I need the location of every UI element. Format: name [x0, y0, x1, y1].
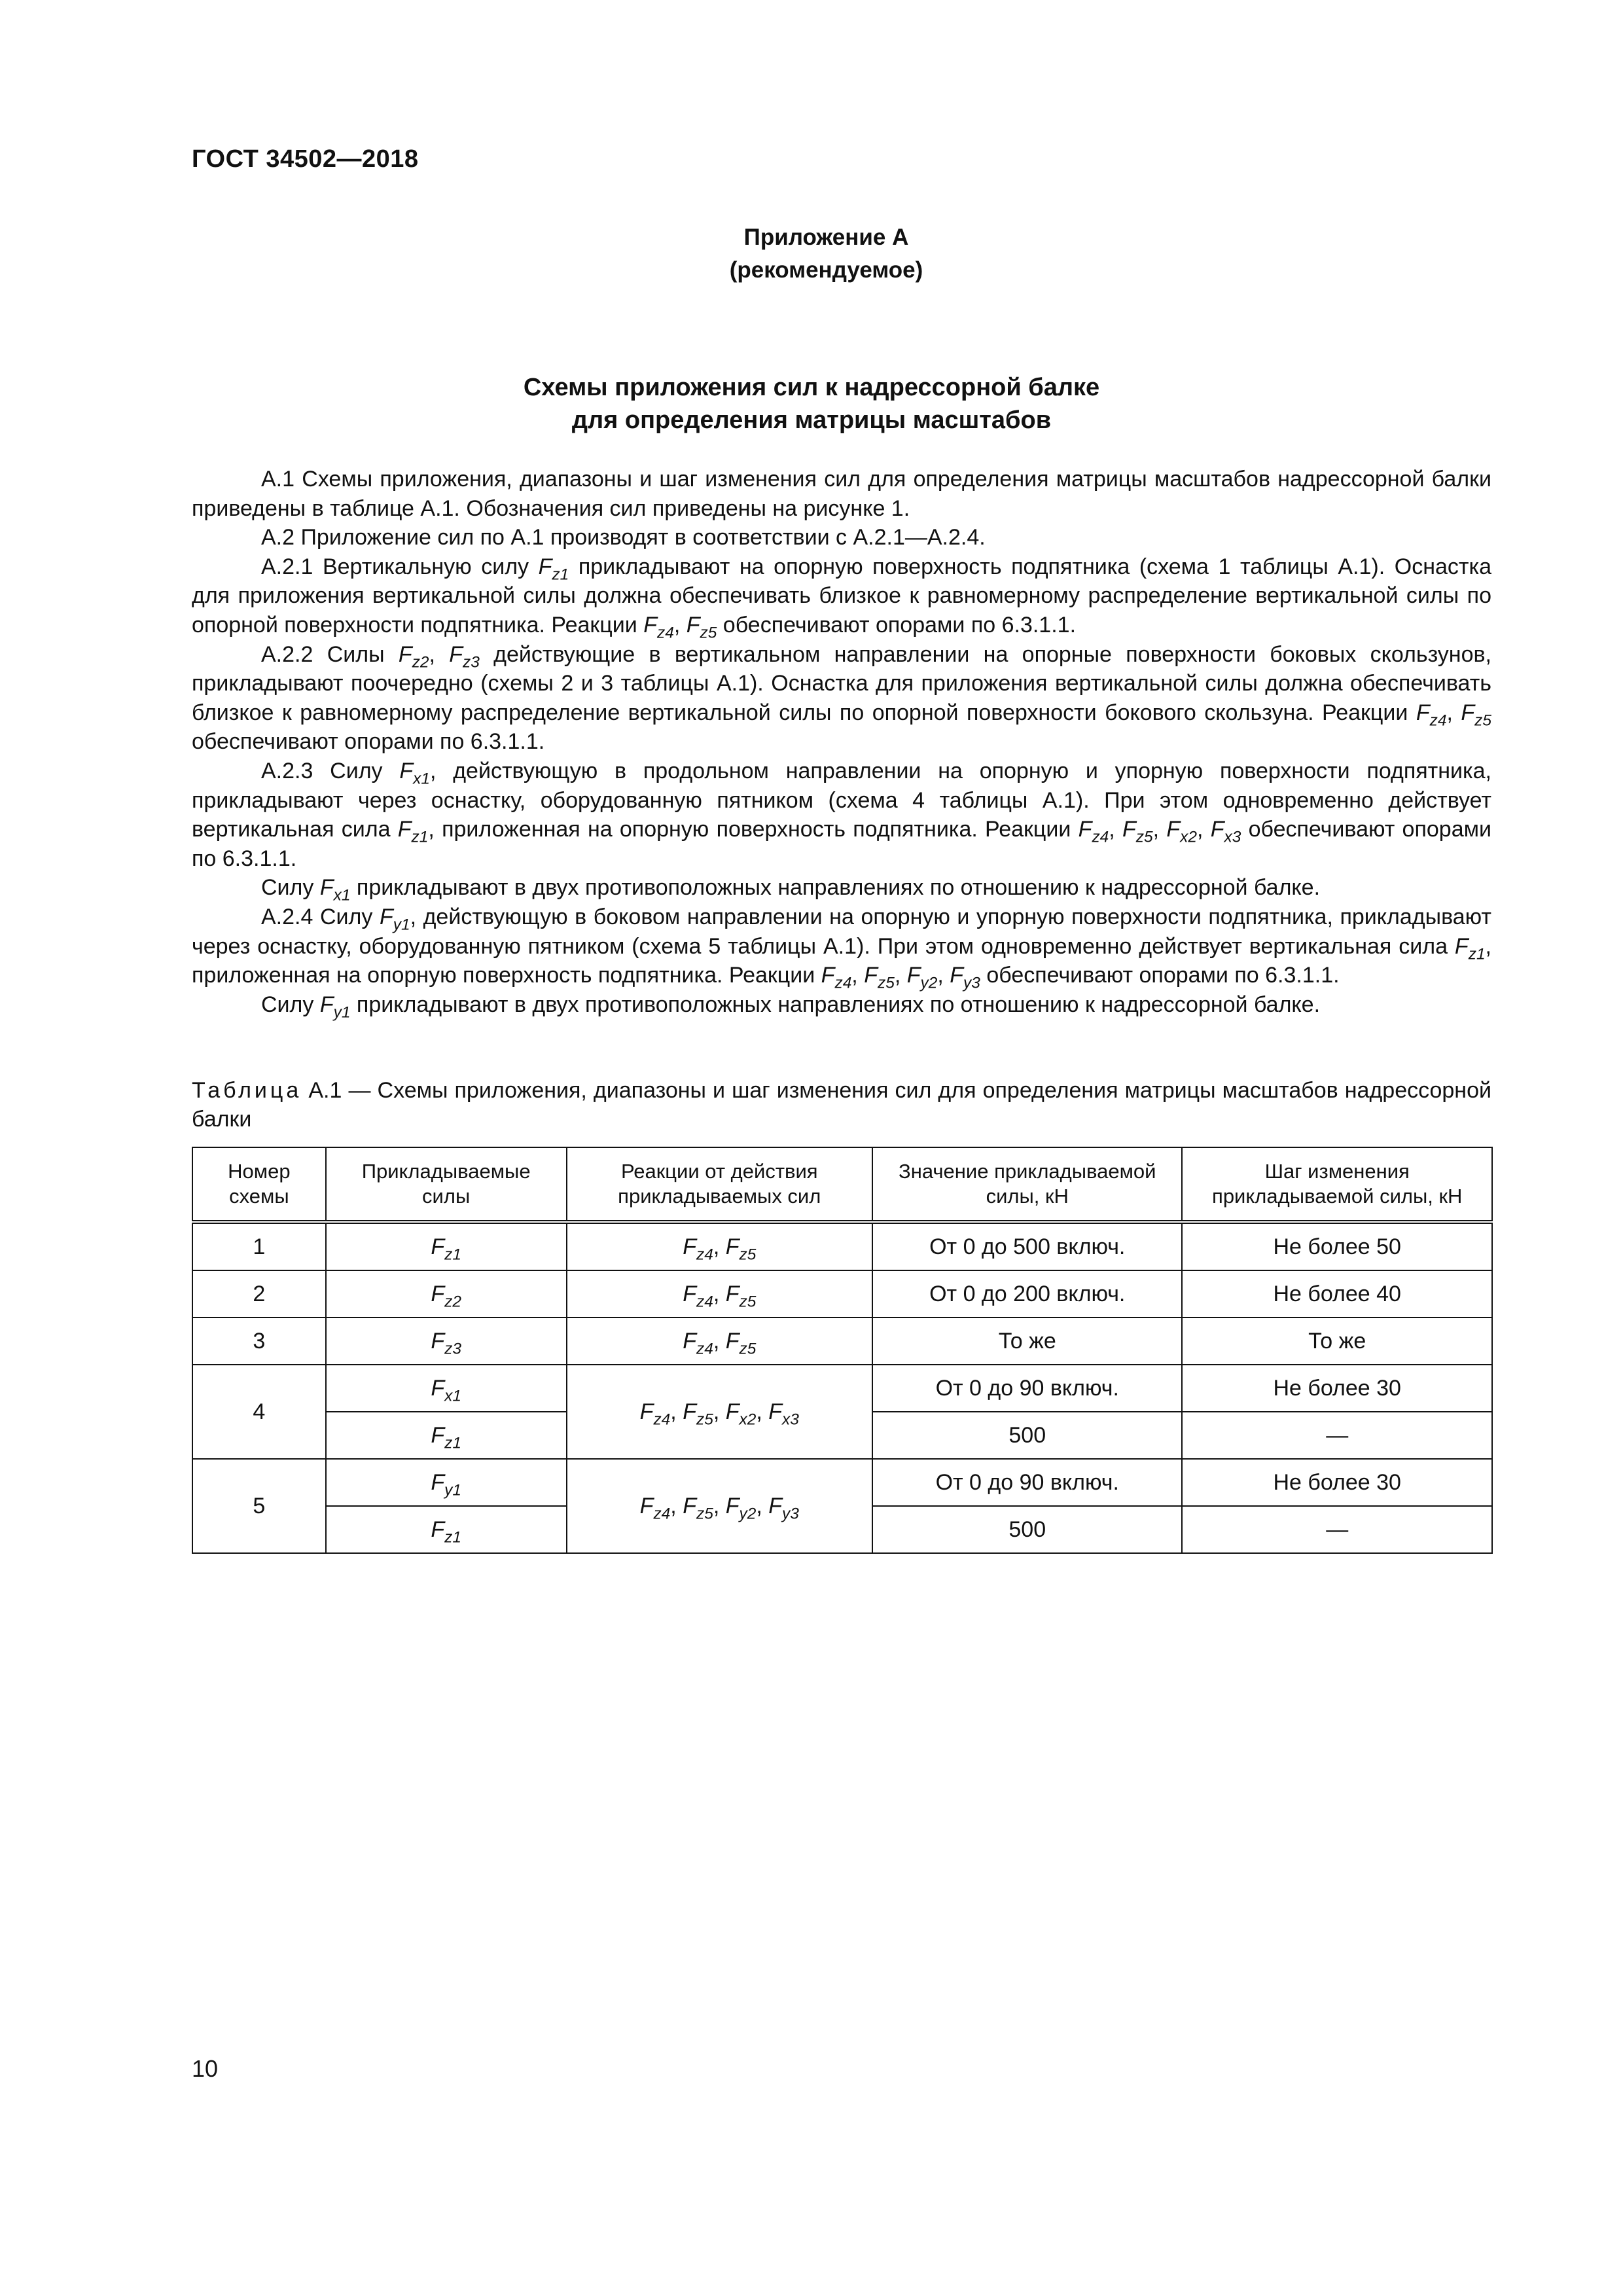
annex-status: (рекомендуемое)	[729, 257, 923, 283]
cell-forces: $F_{z3}$	[326, 1318, 567, 1365]
cell-value: От 0 до 90 включ.	[872, 1365, 1182, 1412]
paragraph-a22: А.2.2 Силы $F_{z2}$, $F_{z3}$ действующие в вертикальном направлении на опорные поверхности боковых скользунов, прикладывают поочередно (схемы 2 и 3 таблицы А.1). Оснастка для приложения вертикальной силы должна обеспечивать близкое к равномерному распределение вертикальной силы по опорной поверхности бокового скользуна. Реакции $F_{z4}$, $F_{z5}$ обеспечивают опорами по 6.3.1.1.	[192, 641, 1491, 755]
cell-reactions: $F_{z4}$, $F_{z5}$, $F_{x2}$, $F_{x3}$	[567, 1365, 873, 1459]
cell-step: Не более 40	[1182, 1270, 1492, 1318]
section-title	[0, 371, 1623, 437]
cell-step: Не более 30	[1182, 1459, 1492, 1506]
cell-step: То же	[1182, 1318, 1492, 1365]
cell-reactions: $F_{z4}$, $F_{z5}$, $F_{y2}$, $F_{y3}$	[567, 1459, 873, 1553]
cell-value: 500	[872, 1506, 1182, 1553]
schemes-table	[192, 1147, 1493, 1554]
cell-step: —	[1182, 1506, 1492, 1553]
table-caption-word: Таблица	[192, 1078, 302, 1103]
cell-forces: $F_{x1}$	[326, 1365, 567, 1412]
cell-step: Не более 30	[1182, 1365, 1492, 1412]
header-force-value: Значение прикладываемой силы, кН	[872, 1147, 1182, 1222]
section-title-line-1: Схемы приложения сил к надрессорной балке	[523, 374, 1100, 401]
paragraph-force-y1: Силу $F_{y1}$ прикладывают в двух противоположных направлениях по отношению к надрессорной балке.	[261, 992, 1321, 1022]
header-reactions: Реакции от действия прикладываемых сил	[567, 1147, 873, 1222]
paragraph-a24: А.2.4 Силу $F_{y1}$, действующую в боковом направлении на опорную и упорную поверхности подпятника, прикладывают через оснастку, оборудованную пятником (схема 5 таблицы А.1). При этом одновременно действует вертикальная сила $F_{z1}$, приложенная на опорную поверхность подпятника. Реакции $F_{z4}$, $F_{z5}$, $F_{y2}$, $F_{y3}$ обеспечивают опорами по 6.3.1.1.	[192, 904, 1491, 992]
cell-value: От 0 до 500 включ.	[872, 1222, 1182, 1270]
body-text	[192, 465, 1491, 1022]
cell-forces: $F_{z1}$	[326, 1506, 567, 1553]
table-caption	[192, 1076, 1491, 1134]
cell-scheme: 4	[192, 1365, 326, 1459]
cell-step: Не более 50	[1182, 1222, 1492, 1270]
table-row	[192, 1270, 1492, 1318]
cell-reactions: $F_{z4}$, $F_{z5}$	[567, 1270, 873, 1318]
cell-scheme: 3	[192, 1318, 326, 1365]
header-applied-forces: Прикладываемые силы	[326, 1147, 567, 1222]
cell-scheme: 5	[192, 1459, 326, 1553]
cell-scheme: 1	[192, 1222, 326, 1270]
cell-step: —	[1182, 1412, 1492, 1459]
section-title-line-2: для определения матрицы масштабов	[571, 406, 1052, 434]
header-change-step: Шаг изменения прикладываемой силы, кН	[1182, 1147, 1492, 1222]
cell-forces: $F_{y1}$	[326, 1459, 567, 1506]
annex-header	[0, 221, 1623, 287]
table-row	[192, 1365, 1492, 1412]
table-caption-text: А.1 — Схемы приложения, диапазоны и шаг изменения сил для определения матрицы масштабов надрессорной балки	[192, 1078, 1491, 1132]
standard-code: ГОСТ 34502—2018	[192, 145, 419, 173]
table-header-row	[192, 1147, 1492, 1222]
table-row	[192, 1318, 1492, 1365]
page-number: 10	[192, 2055, 219, 2082]
cell-forces: $F_{z1}$	[326, 1412, 567, 1459]
annex-title: Приложение А	[743, 224, 909, 250]
paragraph-a23: А.2.3 Силу $F_{x1}$, действующую в продольном направлении на опорную и упорную поверхности подпятника, прикладывают через оснастку, оборудованную пятником (схема 4 таблицы А.1). При этом одновременно действует вертикальная сила $F_{z1}$, приложенная на опорную поверхность подпятника. Реакции $F_{z4}$, $F_{z5}$, $F_{x2}$, $F_{x3}$ обеспечивают опорами по 6.3.1.1.	[192, 758, 1491, 871]
cell-reactions: $F_{z4}$, $F_{z5}$	[567, 1222, 873, 1270]
table-row	[192, 1459, 1492, 1506]
cell-forces: $F_{z2}$	[326, 1270, 567, 1318]
header-scheme-number: Номер схемы	[192, 1147, 326, 1222]
cell-value: 500	[872, 1412, 1182, 1459]
paragraph-a1: А.1 Схемы приложения, диапазоны и шаг изменения сил для определения матрицы масштабов надрессорной балки приведены в таблице А.1. Обозначения сил приведены на рисунке 1.	[192, 467, 1491, 521]
cell-value: От 0 до 200 включ.	[872, 1270, 1182, 1318]
table-row	[192, 1222, 1492, 1270]
paragraph-a2: А.2 Приложение сил по А.1 производят в соответствии с А.2.1—А.2.4.	[261, 525, 986, 550]
cell-reactions: $F_{z4}$, $F_{z5}$	[567, 1318, 873, 1365]
cell-value: От 0 до 90 включ.	[872, 1459, 1182, 1506]
paragraph-a21: А.2.1 Вертикальную силу $F_{z1}$ прикладывают на опорную поверхность подпятника (схема 1 таблицы А.1). Оснастка для приложения вертикальной силы должна обеспечивать близкое к равномерному распределение вертикальной силы по опорной поверхности подпятника. Реакции $F_{z4}$, $F_{z5}$ обеспечивают опорами по 6.3.1.1.	[192, 554, 1491, 642]
cell-value: То же	[872, 1318, 1182, 1365]
paragraph-force-x1: Силу $F_{x1}$ прикладывают в двух противоположных направлениях по отношению к надрессорной балке.	[261, 875, 1321, 905]
cell-scheme: 2	[192, 1270, 326, 1318]
cell-forces: $F_{z1}$	[326, 1222, 567, 1270]
